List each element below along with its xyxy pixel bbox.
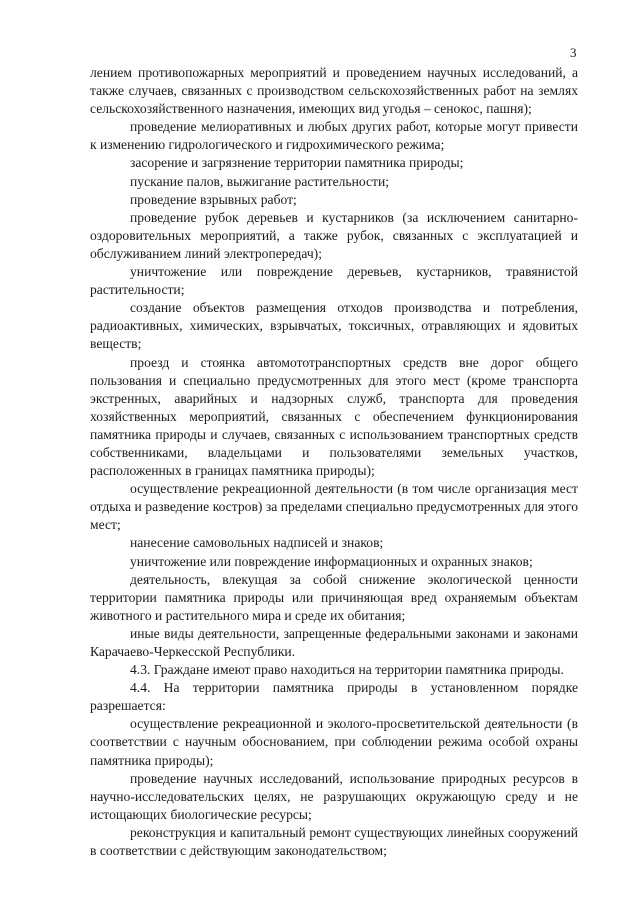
- paragraph: проведение научных исследований, использование природных ресурсов в научно-исследовательских целях, не разрушающих окружающую среду и не истощающих биологические ресурсы;: [90, 770, 578, 822]
- paragraph: уничтожение или повреждение деревьев, кустарников, травянистой растительности;: [90, 264, 578, 298]
- paragraph: осуществление рекреационной деятельности (в том числе организация мест отдыха и разведение костров) за пределами специально предусмотренных для этого мест;: [90, 481, 578, 533]
- paragraph: реконструкция и капитальный ремонт существующих линейных сооружений в соответствии с действующим законодательством;: [90, 824, 578, 859]
- paragraph: деятельность, влекущая за собой снижение экологической ценности территории памятника природы или причиняющая вред охраняемым объектам животного и растительного мира и среде их обитания;: [90, 571, 578, 623]
- paragraph: 4.4. На территории памятника природы в установленном порядке разрешается:: [90, 680, 578, 714]
- paragraph: пускание палов, выжигание растительности;: [130, 173, 390, 189]
- paragraph: проведение взрывных работ;: [130, 191, 297, 207]
- paragraph: осуществление рекреационной и эколого-просветительской деятельности (в соответствии с научным обоснованием, при соблюдении режима особой охраны памятника природы);: [90, 716, 578, 768]
- paragraph: 4.3. Граждане имеют право находиться на территории памятника природы.: [130, 662, 564, 678]
- paragraph: нанесение самовольных надписей и знаков;: [130, 535, 384, 551]
- document-body: [90, 64, 578, 860]
- paragraph: создание объектов размещения отходов производства и потребления, радиоактивных, химических, взрывчатых, токсичных, отравляющих и ядовитых веществ;: [90, 300, 578, 352]
- paragraph: проезд и стоянка автомототранспортных средств вне дорог общего пользования и специально предусмотренных для этого мест (кроме транспорта экстренных, аварийных и надзорных служб, транспорта для проведения хозяйственных мероприятий, связанных с обеспечением функционирования памятника природы и случаев, связанных с использованием транспортных средств собственниками, владельцами и пользователями земельных участков, расположенных в границах памятника природы);: [90, 354, 578, 479]
- page-number: 3: [570, 45, 577, 60]
- paragraph: иные виды деятельности, запрещенные федеральными законами и законами Карачаево-Черкесской Республики.: [90, 625, 578, 659]
- paragraph: засорение и загрязнение территории памятника природы;: [130, 155, 464, 171]
- paragraph: лением противопожарных мероприятий и проведением научных исследований, а также случаев, связанных с производством сельскохозяйственных работ на землях сельскохозяйственного назначения, имеющих вид угодья – сенокос, пашня);: [90, 65, 578, 117]
- paragraph: проведение рубок деревьев и кустарников (за исключением санитарно-оздоровительных мероприятий, а также рубок, связанных с эксплуатацией и обслуживанием линий электропередач);: [90, 209, 578, 261]
- paragraph: уничтожение или повреждение информационных и охранных знаков;: [130, 553, 533, 569]
- paragraph: проведение мелиоративных и любых других работ, которые могут привести к изменению гидрологического и гидрохимического режима;: [90, 119, 578, 153]
